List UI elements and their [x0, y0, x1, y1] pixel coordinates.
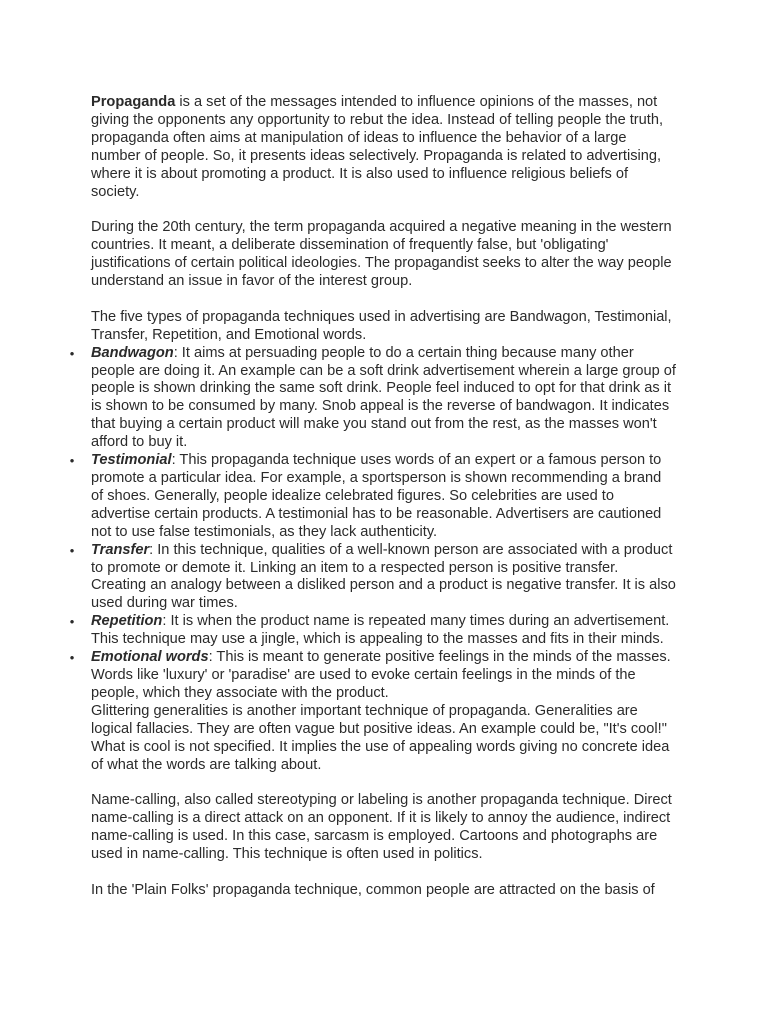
intro-term: Propaganda — [91, 94, 176, 110]
paragraph-spacer — [91, 201, 677, 219]
bullet-icon: • — [69, 345, 75, 361]
technique-text: : In this technique, qualities of a well-known person are associated with a product to promote or demote it. Linking an item to a respected person is positive transfer. Creating an analogy between a disliked person and a product is negative transfer. It is also used during war times. — [91, 541, 676, 612]
paragraph-five-types: The five types of propaganda techniques used in advertising are Bandwagon, Testimonial, Transfer, Repetition, and Emotional words. — [91, 308, 672, 343]
intro-paragraph — [91, 94, 677, 201]
technique-term: Testimonial — [91, 452, 172, 469]
technique-term: Transfer — [91, 541, 150, 558]
bullet-icon: • — [69, 614, 75, 630]
paragraph-spacer — [91, 864, 677, 882]
bullet-icon: • — [69, 542, 75, 558]
paragraph-20th-century: During the 20th century, the term propaganda acquired a negative meaning in the western countries. It meant, a deliberate dissemination of frequently false, but 'obligating' justifications of certain political ideologies. The propagandist seeks to alter the way people understand an issue in favor of the interest group. — [91, 219, 672, 290]
list-item-testimonial — [69, 452, 677, 542]
list-item-transfer — [69, 541, 677, 614]
bullet-icon: • — [69, 650, 75, 666]
paragraph-name-calling: Name-calling, also called stereotyping or labeling is another propaganda technique. Direct name-calling is a direct attack on an opponent. If it is likely to annoy the audience, indirect name-calling is used. In this case, sarcasm is employed. Cartoons and photographs are used in name-calling. This technique is often used in politics. — [91, 792, 672, 863]
technique-text: : It aims at persuading people to do a certain thing because many other people are doing it. An example can be a soft drink advertisement wherein a large group of people is shown drinking the same soft drink. People feel induced to opt for that drink as it is shown to be consumed by many. Snob appeal is the reverse of bandwagon. It indicates that buying a certain product will make you stand out from the rest, as the masses won't afford to buy it. — [91, 344, 676, 451]
technique-text: : This propaganda technique uses words of an expert or a famous person to promote a particular idea. For example, a sportsperson is shown recommending a brand of shoes. Generally, people idealize celebrated figures. So celebrities are used to advertise certain products. A testimonial has to be reasonable. Advertisers are cautioned not to use false testimonials, as they lack authenticity. — [91, 452, 662, 540]
technique-term: Repetition — [91, 613, 163, 630]
technique-term: Bandwagon — [91, 344, 174, 361]
technique-text: : This is meant to generate positive feelings in the minds of the masses. Words like 'luxury' or 'paradise' are used to evoke certain feelings in the minds of the people, which they associate with the product. — [91, 649, 671, 701]
paragraph-glittering-generalities: Glittering generalities is another important technique of propaganda. Generalities are logical fallacies. They are often vague but positive ideas. An example could be, "It's cool!" What is cool is not specified. It implies the use of appealing words giving no concrete idea of what the words are talking about. — [91, 702, 670, 773]
technique-text: : It is when the product name is repeated many times during an advertisement. This technique may use a jingle, which is appealing to the masses and fits in their minds. — [91, 613, 670, 648]
list-item-bandwagon — [69, 344, 677, 452]
list-item-emotional-words — [69, 649, 677, 703]
paragraph-spacer — [91, 774, 677, 792]
document-page — [69, 94, 677, 900]
technique-term: Emotional words — [91, 649, 209, 666]
paragraph-plain-folks: In the 'Plain Folks' propaganda technique, common people are attracted on the basis of — [91, 881, 655, 898]
intro-text: is a set of the messages intended to influence opinions of the masses, not giving the opponents any opportunity to rebut the idea. Instead of telling people the truth, propaganda often aims at manipulation of ideas to influence the behavior of a large number of people. So, it presents ideas selectively. Propaganda is related to advertising, where it is about promoting a product. It is also used to influence religious beliefs of society. — [91, 94, 663, 200]
bullet-icon: • — [69, 453, 75, 469]
techniques-list — [69, 344, 677, 703]
list-item-repetition — [69, 613, 677, 649]
paragraph-spacer — [91, 291, 677, 309]
